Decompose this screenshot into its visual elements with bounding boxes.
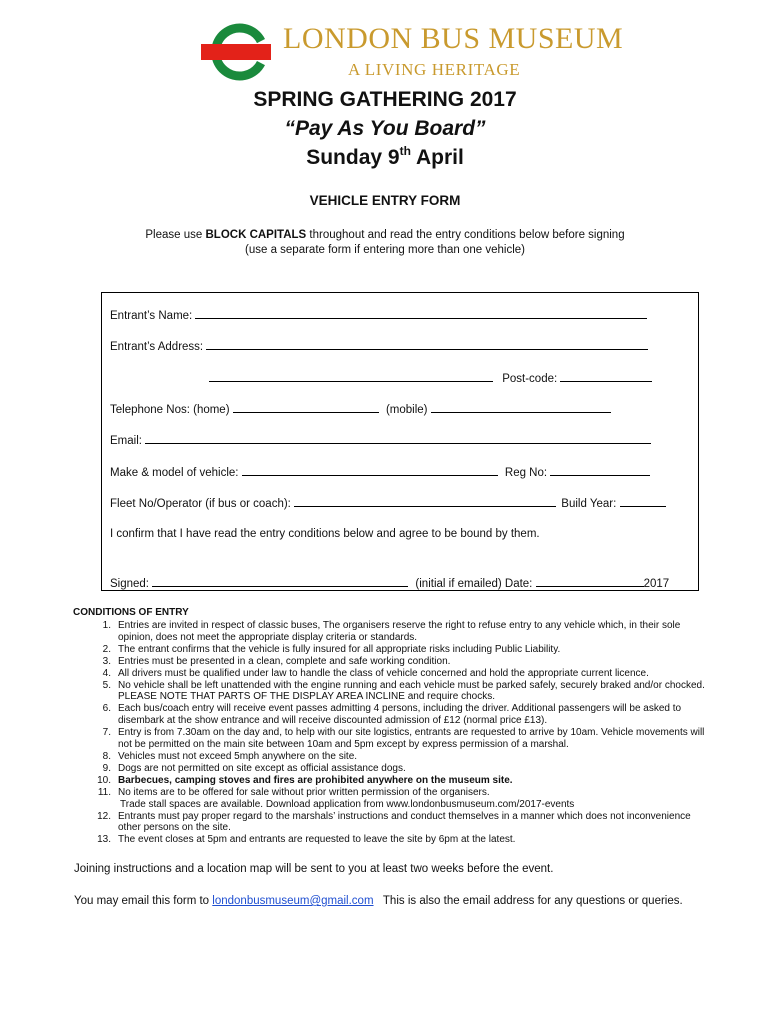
telephone-row [110,402,611,416]
condition-text: Entrants must pay proper regard to the marshals’ instructions and conduct themselves in a manner which does not inconvenience other persons on the site. [118,810,691,834]
form-title: VEHICLE ENTRY FORM [309,193,461,208]
condition-text: Entries are invited in respect of classic buses, The organisers reserve the right to refuse entry to any vehicle which, in their sole opinion, does not meet the appropriate display criteria or standards. [118,620,681,643]
condition-text: Vehicles must not exceed 5mph anywhere on the site. [118,750,358,762]
make-model-field[interactable] [242,465,498,476]
entrant-address-field[interactable] [206,339,648,350]
joining-instructions-note: Joining instructions and a location map will be sent to you at least two weeks before the event. [74,863,554,875]
conditions-list [70,620,710,846]
instruction-bold: BLOCK CAPITALS [205,229,307,241]
email-label: Email: [110,435,142,447]
initial-date-label: (initial if emailed) Date: [415,578,533,590]
condition-item [70,799,710,811]
condition-number: 4. [102,667,111,679]
email-note-prefix: You may email this form to [74,895,213,907]
post-code-label: Post-code: [502,373,558,385]
signature-field[interactable] [152,576,408,587]
instruction-line-1 [0,229,770,241]
condition-text: Barbecues, camping stoves and fires are prohibited anywhere on the museum site. [118,774,513,786]
event-date-suffix: April [410,146,464,169]
condition-item [70,811,710,835]
telephone-home-label: Telephone Nos: (home) [110,404,230,416]
email-note [74,895,683,907]
date-year: 2017 [643,578,670,590]
confirm-statement: I confirm that I have read the entry conditions below and agree to be bound by them. [110,528,540,540]
condition-item [70,775,710,787]
condition-text: Entry is from 7.30am on the day and, to help with our site logistics, entrants are requested to arrive by 10am. Vehicle movements will not be permitted on the main site between 10am and 5pm except by express permission of a marshal. [118,727,705,751]
condition-item [70,703,710,727]
vehicle-entry-form [101,292,699,591]
condition-number: 12. [97,810,111,822]
museum-logo-tagline: A LIVING HERITAGE [348,60,521,79]
fleet-no-label: Fleet No/Operator (if bus or coach): [110,498,291,510]
condition-item [70,656,710,668]
condition-item [70,751,710,763]
condition-text: The entrant confirms that the vehicle is fully insured for all appropriate risks including Public Liability. [118,643,561,655]
email-field[interactable] [145,433,651,444]
reg-no-field[interactable] [550,465,650,476]
condition-text: No vehicle shall be left unattended with the engine running and each vehicle must be parked safely, securely braked and/or chocked. PLEASE NOTE THAT PARTS OF THE DISPLAY AREA INCLINE and require chocks. [118,679,705,703]
address-line-2-row [209,371,652,385]
email-note-suffix: This is also the email address for any questions or queries. [373,895,683,907]
event-date [0,144,770,170]
telephone-home-field[interactable] [233,402,379,413]
build-year-label: Build Year: [561,498,617,510]
condition-number: 6. [102,703,111,715]
email-row [110,433,651,447]
telephone-mobile-field[interactable] [431,402,611,413]
condition-text: Dogs are not permitted on site except as official assistance dogs. [118,762,406,774]
instruction-suffix: throughout and read the entry conditions below before signing [306,229,625,241]
condition-item [70,668,710,680]
condition-number: 13. [97,834,111,846]
condition-text: Trade stall spaces are available. Download application from www.londonbusmuseum.com/2017-events [120,798,575,810]
event-subtitle: “Pay As You Board” [284,117,486,140]
condition-text: No items are to be offered for sale without prior written permission of the organisers. [118,786,490,798]
london-transport-roundel-logo [199,20,275,84]
instruction-line-2: (use a separate form if entering more than one vehicle) [245,244,525,256]
make-model-label: Make & model of vehicle: [110,467,239,479]
entrant-address-row [110,339,648,353]
entrant-name-row [110,308,647,322]
condition-item [70,727,710,751]
signature-row [110,576,669,590]
build-year-field[interactable] [620,496,666,507]
reg-no-label: Reg No: [504,467,548,479]
event-date-sup: th [399,144,411,158]
condition-number: 2. [102,643,111,655]
condition-number: 9. [102,762,111,774]
address-line-2-field[interactable] [209,371,493,382]
condition-item [70,834,710,846]
entrant-name-label: Entrant’s Name: [110,310,193,322]
condition-number: 3. [102,655,111,667]
condition-item [70,644,710,656]
condition-item [70,680,710,704]
fleet-no-field[interactable] [294,496,556,507]
condition-text: Each bus/coach entry will receive event passes admitting 4 persons, including the driver. Additional passengers will be asked to disembark at the show entrance and will receive discounted admission of £12 (normal price £13). [118,703,682,727]
condition-item [70,763,710,775]
post-code-field[interactable] [560,371,652,382]
fleet-no-row [110,496,666,510]
museum-logo-title: LONDON BUS MUSEUM [283,22,624,55]
condition-item [70,787,710,799]
entrant-name-field[interactable] [195,308,647,319]
make-model-row [110,465,650,479]
instruction-prefix: Please use [145,229,206,241]
condition-number: 10. [97,774,111,786]
condition-number: 8. [102,750,111,762]
condition-number: 1. [102,620,111,631]
signed-label: Signed: [110,578,150,590]
entrant-address-label: Entrant’s Address: [110,341,204,353]
email-link[interactable]: londonbusmuseum@gmail.com [212,895,374,907]
event-title: SPRING GATHERING 2017 [253,88,517,111]
condition-item [70,620,710,644]
condition-number: 7. [102,727,111,739]
condition-text: The event closes at 5pm and entrants are requested to leave the site by 6pm at the latest. [118,834,516,846]
condition-text: All drivers must be qualified under law to handle the class of vehicle concerned and hold the appropriate current licence. [118,667,649,679]
condition-number: 5. [102,679,111,691]
telephone-mobile-label: (mobile) [385,404,428,416]
date-field[interactable] [536,576,644,587]
conditions-heading: CONDITIONS OF ENTRY [73,607,189,618]
event-date-prefix: Sunday 9 [306,146,400,169]
condition-number: 11. [97,786,111,798]
condition-text: Entries must be presented in a clean, complete and safe working condition. [118,655,451,667]
